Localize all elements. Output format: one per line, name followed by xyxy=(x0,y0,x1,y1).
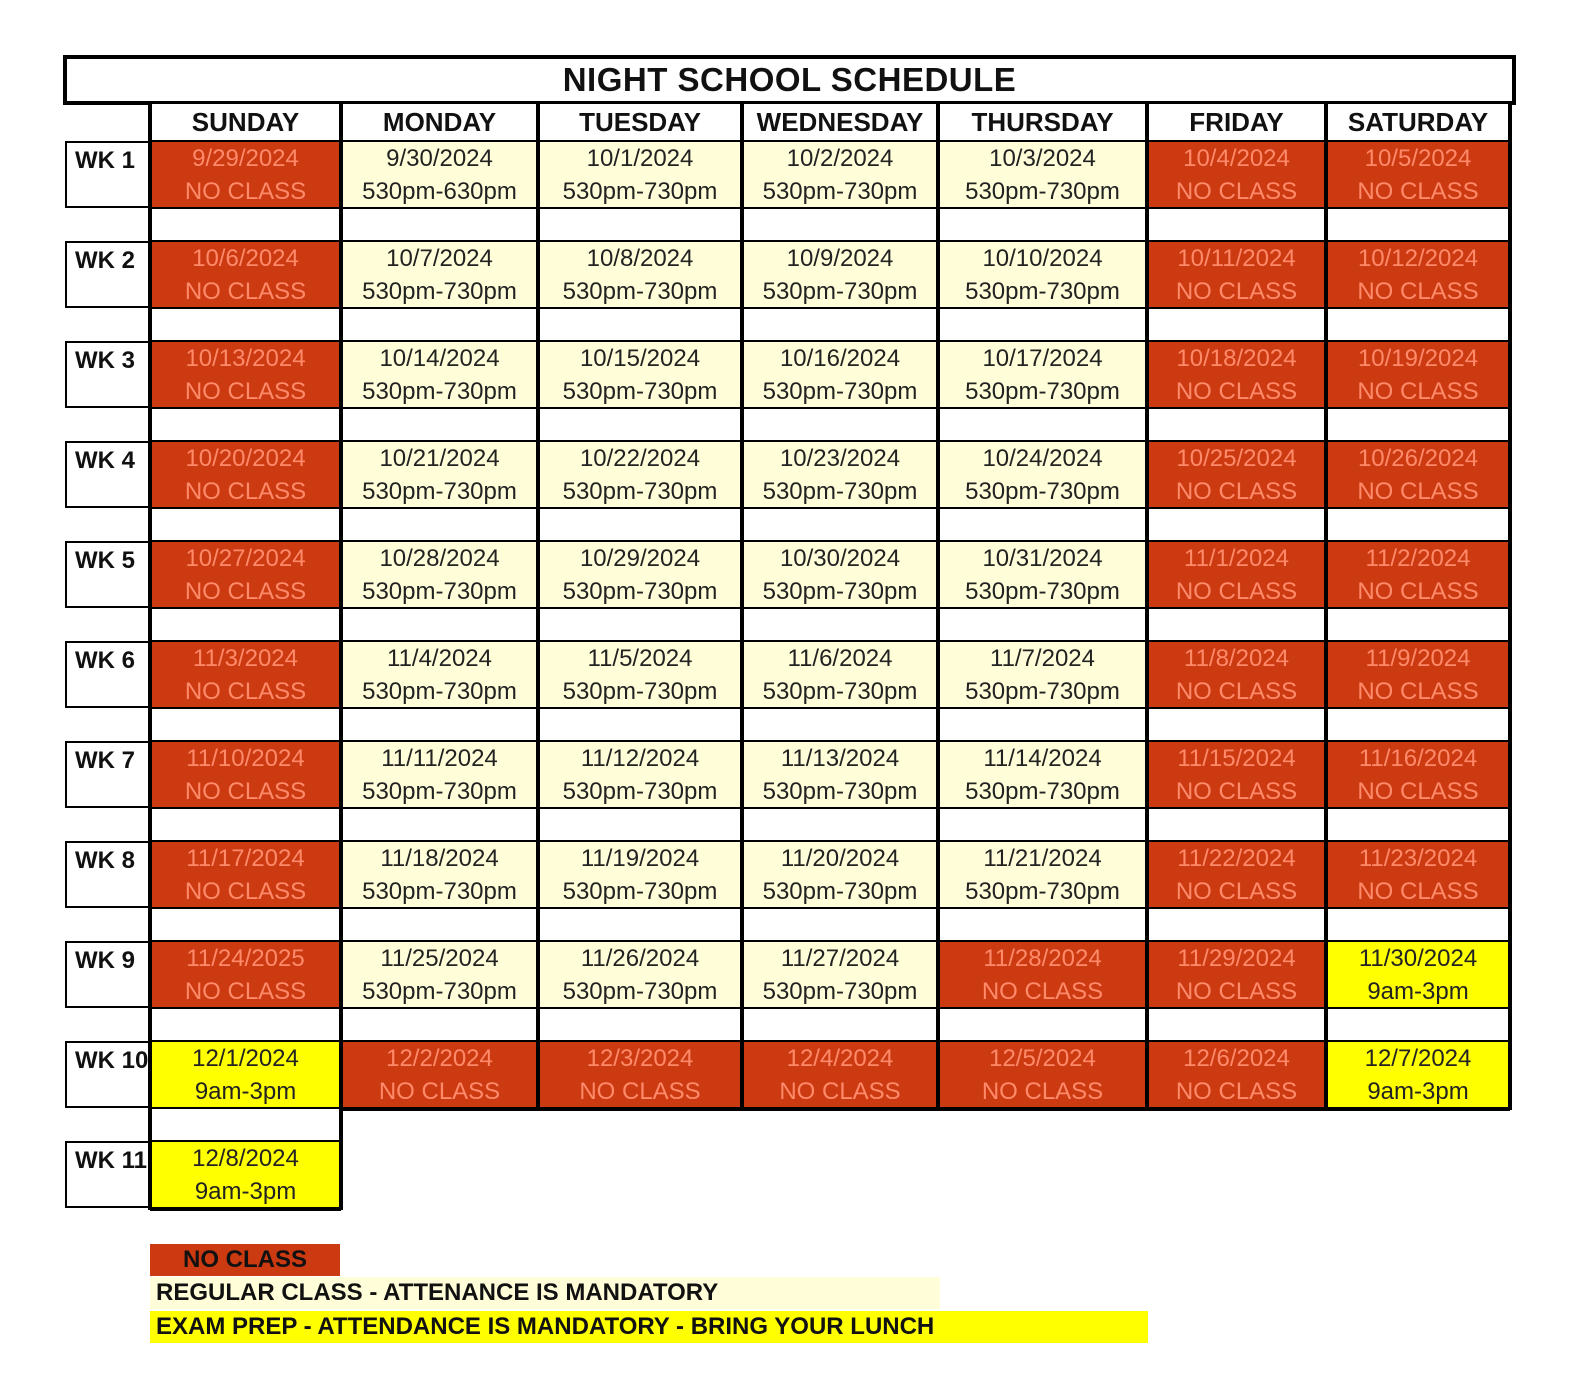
schedule-cell xyxy=(540,741,740,808)
cell-date: 10/16/2024 xyxy=(779,344,901,372)
cell-time: 530pm-730pm xyxy=(362,477,517,505)
schedule-cell xyxy=(1149,1041,1324,1108)
cell-time: NO CLASS xyxy=(1357,777,1479,805)
schedule-cell xyxy=(744,541,936,608)
schedule-cell xyxy=(152,741,339,808)
schedule-cell xyxy=(1328,1041,1508,1108)
cell-date: 10/20/2024 xyxy=(185,444,306,472)
grid-line xyxy=(148,104,152,1210)
schedule-cell xyxy=(540,241,740,308)
cell-date: 10/28/2024 xyxy=(379,544,500,572)
cell-time: NO CLASS xyxy=(184,577,307,605)
cell-date: 10/17/2024 xyxy=(982,344,1103,372)
cell-time: NO CLASS xyxy=(184,877,307,905)
schedule-cell xyxy=(1328,841,1508,908)
grid-line xyxy=(150,907,1510,909)
schedule-cell xyxy=(940,741,1145,808)
schedule-cell xyxy=(152,941,339,1008)
cell-date: 11/25/2024 xyxy=(380,944,499,972)
schedule-cell xyxy=(1149,841,1324,908)
cell-time: 530pm-730pm xyxy=(762,477,918,505)
cell-time: 530pm-730pm xyxy=(562,277,718,305)
cell-time: NO CLASS xyxy=(1175,777,1298,805)
cell-time: 530pm-730pm xyxy=(762,977,918,1005)
cell-time: NO CLASS xyxy=(1357,677,1479,705)
cell-time: 530pm-730pm xyxy=(965,877,1120,905)
grid-line xyxy=(150,1007,1510,1009)
cell-date: 10/30/2024 xyxy=(779,544,901,572)
cell-time: NO CLASS xyxy=(981,1077,1104,1105)
cell-time: 530pm-730pm xyxy=(965,577,1120,605)
schedule-cell xyxy=(343,441,536,508)
grid-line xyxy=(150,807,1510,809)
cell-time: NO CLASS xyxy=(184,377,307,405)
week-label: WK 2 xyxy=(65,241,150,308)
grid-line xyxy=(150,207,1510,209)
schedule-cell xyxy=(152,241,339,308)
cell-date: 10/19/2024 xyxy=(1357,344,1479,372)
cell-date: 11/5/2024 xyxy=(587,644,693,672)
cell-time: 530pm-730pm xyxy=(965,177,1120,205)
schedule-cell xyxy=(1328,741,1508,808)
cell-date: 10/18/2024 xyxy=(1176,344,1297,372)
cell-time: 530pm-730pm xyxy=(965,477,1120,505)
cell-date: 11/23/2024 xyxy=(1358,844,1478,872)
schedule-cell xyxy=(152,841,339,908)
cell-date: 11/7/2024 xyxy=(990,644,1095,672)
grid-line xyxy=(150,407,1510,409)
week-label: WK 3 xyxy=(65,341,150,408)
schedule-cell xyxy=(744,241,936,308)
cell-time: NO CLASS xyxy=(1175,577,1298,605)
cell-time: 9am-3pm xyxy=(194,1077,297,1105)
cell-date: 10/26/2024 xyxy=(1357,444,1479,472)
cell-date: 10/11/2024 xyxy=(1177,244,1296,272)
cell-date: 9/30/2024 xyxy=(386,144,493,172)
cell-time: 530pm-730pm xyxy=(965,777,1120,805)
cell-date: 10/5/2024 xyxy=(1364,144,1472,172)
legend-none: NO CLASS xyxy=(150,1244,340,1276)
cell-time: 530pm-730pm xyxy=(562,377,718,405)
cell-time: 530pm-730pm xyxy=(762,677,918,705)
cell-date: 11/11/2024 xyxy=(381,744,498,772)
cell-time: NO CLASS xyxy=(1357,377,1479,405)
cell-date: 11/13/2024 xyxy=(780,744,900,772)
cell-date: 10/6/2024 xyxy=(192,244,299,272)
cell-time: NO CLASS xyxy=(184,977,307,1005)
cell-time: NO CLASS xyxy=(1357,877,1479,905)
cell-time: NO CLASS xyxy=(184,277,307,305)
cell-date: 12/2/2024 xyxy=(386,1044,493,1072)
schedule-cell xyxy=(940,541,1145,608)
cell-date: 10/22/2024 xyxy=(579,444,701,472)
grid-line xyxy=(341,1107,1510,1111)
schedule-cell xyxy=(1149,641,1324,708)
schedule-cell xyxy=(343,341,536,408)
cell-time: 530pm-730pm xyxy=(562,877,718,905)
schedule-cell xyxy=(343,141,536,208)
schedule-cell xyxy=(940,941,1145,1008)
cell-date: 10/24/2024 xyxy=(982,444,1103,472)
cell-time: 530pm-730pm xyxy=(965,677,1120,705)
schedule-cell xyxy=(343,1041,536,1108)
cell-time: 9am-3pm xyxy=(194,1177,297,1205)
cell-date: 11/21/2024 xyxy=(983,844,1102,872)
schedule-cell xyxy=(1149,341,1324,408)
cell-date: 11/14/2024 xyxy=(983,744,1102,772)
cell-time: 530pm-730pm xyxy=(762,877,918,905)
week-label: WK 10 xyxy=(65,1041,150,1108)
cell-time: NO CLASS xyxy=(1175,977,1298,1005)
cell-time: 9am-3pm xyxy=(1367,1077,1469,1105)
schedule-cell xyxy=(152,1041,339,1108)
grid-line xyxy=(150,540,1510,542)
cell-time: 9am-3pm xyxy=(1367,977,1469,1005)
day-header-saturday: SATURDAY xyxy=(1326,104,1510,141)
grid-line xyxy=(150,1040,1510,1042)
schedule-cell xyxy=(1328,341,1508,408)
cell-time: NO CLASS xyxy=(378,1077,501,1105)
cell-date: 10/10/2024 xyxy=(982,244,1103,272)
cell-date: 10/8/2024 xyxy=(586,244,694,272)
schedule-cell xyxy=(744,1041,936,1108)
day-header-wednesday: WEDNESDAY xyxy=(742,104,938,141)
grid-line xyxy=(339,104,343,1210)
cell-time: 530pm-730pm xyxy=(965,277,1120,305)
cell-time: 530pm-730pm xyxy=(362,577,517,605)
schedule-cell xyxy=(152,441,339,508)
grid-line xyxy=(150,1140,341,1142)
schedule-cell xyxy=(940,841,1145,908)
cell-time: 530pm-730pm xyxy=(562,977,718,1005)
cell-date: 11/4/2024 xyxy=(387,644,492,672)
schedule-cell xyxy=(940,141,1145,208)
schedule-cell xyxy=(152,341,339,408)
cell-date: 11/8/2024 xyxy=(1184,644,1289,672)
page-title: NIGHT SCHOOL SCHEDULE xyxy=(63,55,1516,105)
schedule-cell xyxy=(1149,741,1324,808)
schedule-cell xyxy=(940,341,1145,408)
cell-date: 10/25/2024 xyxy=(1176,444,1297,472)
schedule-cell xyxy=(744,341,936,408)
cell-time: 530pm-730pm xyxy=(762,377,918,405)
schedule-cell xyxy=(744,741,936,808)
schedule-cell xyxy=(744,841,936,908)
cell-time: 530pm-730pm xyxy=(362,277,517,305)
cell-date: 11/9/2024 xyxy=(1365,644,1471,672)
cell-date: 11/2/2024 xyxy=(1365,544,1471,572)
cell-date: 11/27/2024 xyxy=(780,944,900,972)
day-header-thursday: THURSDAY xyxy=(938,104,1147,141)
schedule-cell xyxy=(540,841,740,908)
schedule-cell xyxy=(343,941,536,1008)
schedule-cell xyxy=(152,541,339,608)
cell-date: 11/6/2024 xyxy=(787,644,893,672)
cell-time: NO CLASS xyxy=(779,1077,901,1105)
cell-time: NO CLASS xyxy=(1175,377,1298,405)
cell-date: 12/6/2024 xyxy=(1183,1044,1290,1072)
cell-date: 10/13/2024 xyxy=(185,344,306,372)
grid-line xyxy=(150,240,1510,242)
cell-time: NO CLASS xyxy=(981,977,1104,1005)
week-label: WK 4 xyxy=(65,441,150,508)
schedule-cell xyxy=(343,241,536,308)
cell-time: NO CLASS xyxy=(579,1077,701,1105)
schedule-cell xyxy=(940,1041,1145,1108)
cell-date: 10/3/2024 xyxy=(989,144,1096,172)
cell-date: 11/15/2024 xyxy=(1177,744,1296,772)
schedule-cell xyxy=(1328,941,1508,1008)
cell-time: NO CLASS xyxy=(1357,577,1479,605)
schedule-cell xyxy=(1149,941,1324,1008)
schedule-cell xyxy=(1328,241,1508,308)
cell-time: 530pm-730pm xyxy=(762,577,918,605)
grid-line xyxy=(150,307,1510,309)
cell-date: 11/22/2024 xyxy=(1177,844,1296,872)
cell-time: 530pm-730pm xyxy=(762,277,918,305)
schedule-cell xyxy=(152,1141,339,1208)
grid-line xyxy=(150,840,1510,842)
grid-line xyxy=(150,140,1510,142)
cell-time: NO CLASS xyxy=(1357,477,1479,505)
legend-reg: REGULAR CLASS - ATTENANCE IS MANDATORY xyxy=(150,1277,940,1309)
legend-exam: EXAM PREP - ATTENDANCE IS MANDATORY - BRING YOUR LUNCH xyxy=(150,1311,1148,1343)
cell-date: 11/30/2024 xyxy=(1358,944,1478,972)
cell-date: 11/19/2024 xyxy=(580,844,700,872)
schedule-cell xyxy=(152,641,339,708)
cell-time: NO CLASS xyxy=(1175,677,1298,705)
cell-time: NO CLASS xyxy=(184,677,307,705)
week-label: WK 1 xyxy=(65,141,150,208)
day-header-monday: MONDAY xyxy=(341,104,538,141)
grid-line xyxy=(150,507,1510,509)
cell-date: 10/31/2024 xyxy=(982,544,1103,572)
cell-date: 11/20/2024 xyxy=(780,844,900,872)
week-label: WK 9 xyxy=(65,941,150,1008)
day-header-friday: FRIDAY xyxy=(1147,104,1326,141)
cell-time: NO CLASS xyxy=(1175,177,1298,205)
cell-time: 530pm-630pm xyxy=(362,177,517,205)
week-label: WK 5 xyxy=(65,541,150,608)
week-label: WK 6 xyxy=(65,641,150,708)
cell-date: 10/9/2024 xyxy=(786,244,894,272)
cell-date: 11/12/2024 xyxy=(580,744,700,772)
cell-time: NO CLASS xyxy=(1175,877,1298,905)
cell-date: 11/26/2024 xyxy=(580,944,700,972)
cell-date: 10/15/2024 xyxy=(579,344,701,372)
cell-time: 530pm-730pm xyxy=(362,977,517,1005)
cell-date: 10/23/2024 xyxy=(779,444,901,472)
schedule-cell xyxy=(1328,641,1508,708)
grid-line xyxy=(150,740,1510,742)
cell-date: 9/29/2024 xyxy=(192,144,299,172)
cell-date: 11/18/2024 xyxy=(380,844,499,872)
cell-date: 10/2/2024 xyxy=(786,144,894,172)
cell-time: NO CLASS xyxy=(184,777,307,805)
grid-line xyxy=(150,707,1510,709)
schedule-cell xyxy=(744,141,936,208)
cell-time: 530pm-730pm xyxy=(362,777,517,805)
cell-time: 530pm-730pm xyxy=(562,477,718,505)
schedule-cell xyxy=(540,441,740,508)
day-header-tuesday: TUESDAY xyxy=(538,104,742,141)
cell-time: 530pm-730pm xyxy=(762,177,918,205)
grid-line xyxy=(150,340,1510,342)
cell-date: 11/28/2024 xyxy=(983,944,1102,972)
cell-date: 12/5/2024 xyxy=(989,1044,1096,1072)
schedule-cell xyxy=(744,441,936,508)
schedule-cell xyxy=(540,341,740,408)
week-label: WK 11 xyxy=(65,1141,150,1208)
schedule-cell xyxy=(1149,441,1324,508)
cell-time: 530pm-730pm xyxy=(965,377,1120,405)
schedule-cell xyxy=(540,1041,740,1108)
cell-date: 11/16/2024 xyxy=(1358,744,1478,772)
schedule-cell xyxy=(1328,541,1508,608)
schedule-cell xyxy=(540,941,740,1008)
schedule-cell xyxy=(152,141,339,208)
schedule-cell xyxy=(343,841,536,908)
cell-time: NO CLASS xyxy=(1357,277,1479,305)
cell-date: 11/10/2024 xyxy=(186,744,305,772)
cell-date: 10/27/2024 xyxy=(185,544,306,572)
day-header-sunday: SUNDAY xyxy=(150,104,341,141)
cell-date: 11/3/2024 xyxy=(193,644,298,672)
cell-date: 10/12/2024 xyxy=(1357,244,1479,272)
cell-date: 12/7/2024 xyxy=(1364,1044,1472,1072)
cell-time: 530pm-730pm xyxy=(562,777,718,805)
cell-date: 10/21/2024 xyxy=(379,444,500,472)
schedule-cell xyxy=(540,141,740,208)
schedule-cell xyxy=(343,541,536,608)
schedule-cell xyxy=(1149,541,1324,608)
week-label: WK 7 xyxy=(65,741,150,808)
cell-time: 530pm-730pm xyxy=(762,777,918,805)
schedule-cell xyxy=(744,641,936,708)
schedule-cell xyxy=(1149,241,1324,308)
cell-time: NO CLASS xyxy=(184,177,307,205)
cell-time: NO CLASS xyxy=(1175,477,1298,505)
cell-date: 10/7/2024 xyxy=(386,244,493,272)
cell-time: 530pm-730pm xyxy=(562,677,718,705)
schedule-cell xyxy=(940,441,1145,508)
cell-date: 10/29/2024 xyxy=(579,544,701,572)
cell-date: 10/1/2024 xyxy=(586,144,694,172)
schedule-cell xyxy=(1328,441,1508,508)
schedule-cell xyxy=(540,641,740,708)
cell-date: 11/17/2024 xyxy=(186,844,305,872)
cell-date: 11/24/2025 xyxy=(186,944,305,972)
cell-date: 10/14/2024 xyxy=(379,344,500,372)
cell-date: 10/4/2024 xyxy=(1183,144,1290,172)
cell-time: 530pm-730pm xyxy=(562,177,718,205)
grid-line xyxy=(150,1207,341,1211)
cell-date: 12/3/2024 xyxy=(586,1044,694,1072)
cell-time: 530pm-730pm xyxy=(562,577,718,605)
schedule-cell xyxy=(540,541,740,608)
grid-line xyxy=(150,640,1510,642)
cell-time: NO CLASS xyxy=(184,477,307,505)
cell-time: 530pm-730pm xyxy=(362,677,517,705)
schedule-cell xyxy=(744,941,936,1008)
grid-line xyxy=(150,440,1510,442)
schedule-cell xyxy=(940,241,1145,308)
cell-time: NO CLASS xyxy=(1175,277,1298,305)
cell-time: 530pm-730pm xyxy=(362,877,517,905)
schedule-cell xyxy=(343,641,536,708)
cell-date: 11/1/2024 xyxy=(1184,544,1289,572)
schedule-cell xyxy=(343,741,536,808)
week-label: WK 8 xyxy=(65,841,150,908)
grid-line xyxy=(150,940,1510,942)
cell-time: NO CLASS xyxy=(1357,177,1479,205)
cell-time: NO CLASS xyxy=(1175,1077,1298,1105)
schedule-cell xyxy=(1149,141,1324,208)
grid-line xyxy=(150,607,1510,609)
cell-date: 12/1/2024 xyxy=(192,1044,299,1072)
cell-time: 530pm-730pm xyxy=(362,377,517,405)
cell-date: 12/4/2024 xyxy=(786,1044,894,1072)
cell-date: 11/29/2024 xyxy=(1177,944,1296,972)
schedule-cell xyxy=(940,641,1145,708)
cell-date: 12/8/2024 xyxy=(192,1144,299,1172)
schedule-cell xyxy=(1328,141,1508,208)
